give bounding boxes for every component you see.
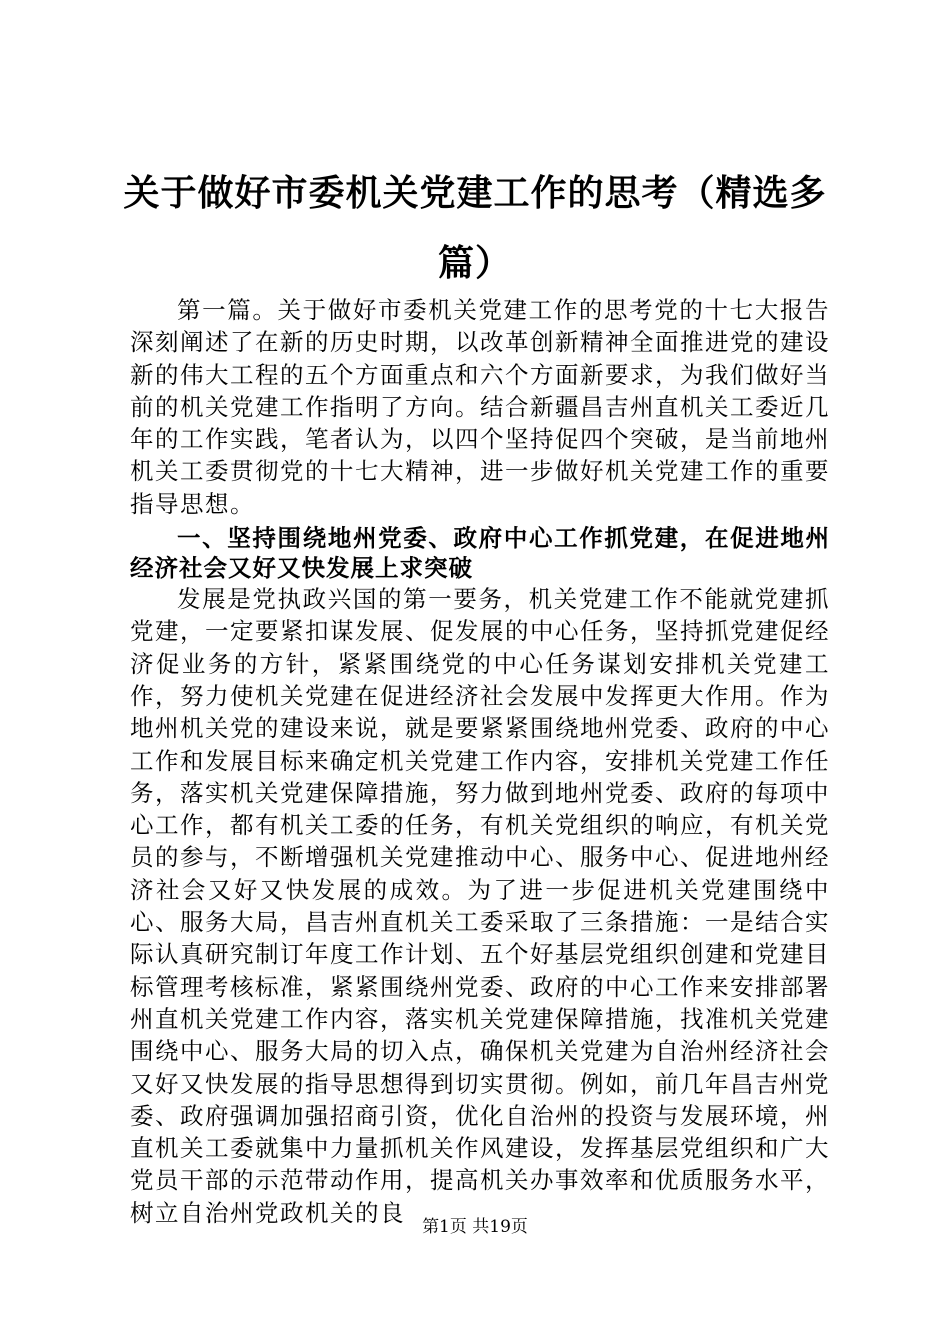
document-title: 关于做好市委机关党建工作的思考（精选多篇） bbox=[123, 172, 827, 284]
document-body bbox=[130, 294, 830, 1229]
section-heading-1: 一、坚持围绕地州党委、政府中心工作抓党建，在促进地州经济社会又好又快发展上求突破 bbox=[130, 524, 830, 583]
page-footer: 第1页 共19页 bbox=[422, 1217, 528, 1237]
paragraph-intro: 第一篇。关于做好市委机关党建工作的思考党的十七大报告深刻阐述了在新的历史时期，以改革创新精神全面推进党的建设新的伟大工程的五个方面重点和六个方面新要求，为我们做好当前的机关党建工作指明了方向。结合新疆昌吉州直机关工委近几年的工作实践，笔者认为，以四个坚持促四个突破，是当前地州机关工委贯彻党的十七大精神，进一步做好机关党建工作的重要指导思想。 bbox=[130, 296, 830, 518]
paragraph-section-1: 发展是党执政兴国的第一要务，机关党建工作不能就党建抓党建，一定要紧扣谋发展、促发展的中心任务，坚持抓党建促经济促业务的方针，紧紧围绕党的中心任务谋划安排机关党建工作，努力使机关党建在促进经济社会发展中发挥更大作用。作为地州机关党的建设来说，就是要紧紧围绕地州党委、政府的中心工作和发展目标来确定机关党建工作内容，安排机关党建工作任务，落实机关党建保障措施，努力做到地州党委、政府的每项中心工作，都有机关工委的任务，有机关党组织的响应，有机关党员的参与，不断增强机关党建推动中心、服务中心、促进地州经济社会又好又快发展的成效。为了进一步促进机关党建围绕中心、服务大局，昌吉州直机关工委采取了三条措施：一是结合实际认真研究制订年度工作计划、五个好基层党组织创建和党建目标管理考核标准，紧紧围绕州党委、政府的中心工作来安排部署州直机关党建工作内容，落实机关党建保障措施，找准机关党建围绕中心、服务大局的切入点，确保机关党建为自治州经济社会又好又快发展的指导思想得到切实贯彻。例如，前几年昌吉州党委、政府强调加强招商引资，优化自治州的投资与发展环境，州直机关工委就集中力量抓机关作风建设，发挥基层党组织和广大党员干部的示范带动作用，提高机关办事效率和优质服务水平，树立自治州党政机关的良 bbox=[130, 585, 830, 1227]
